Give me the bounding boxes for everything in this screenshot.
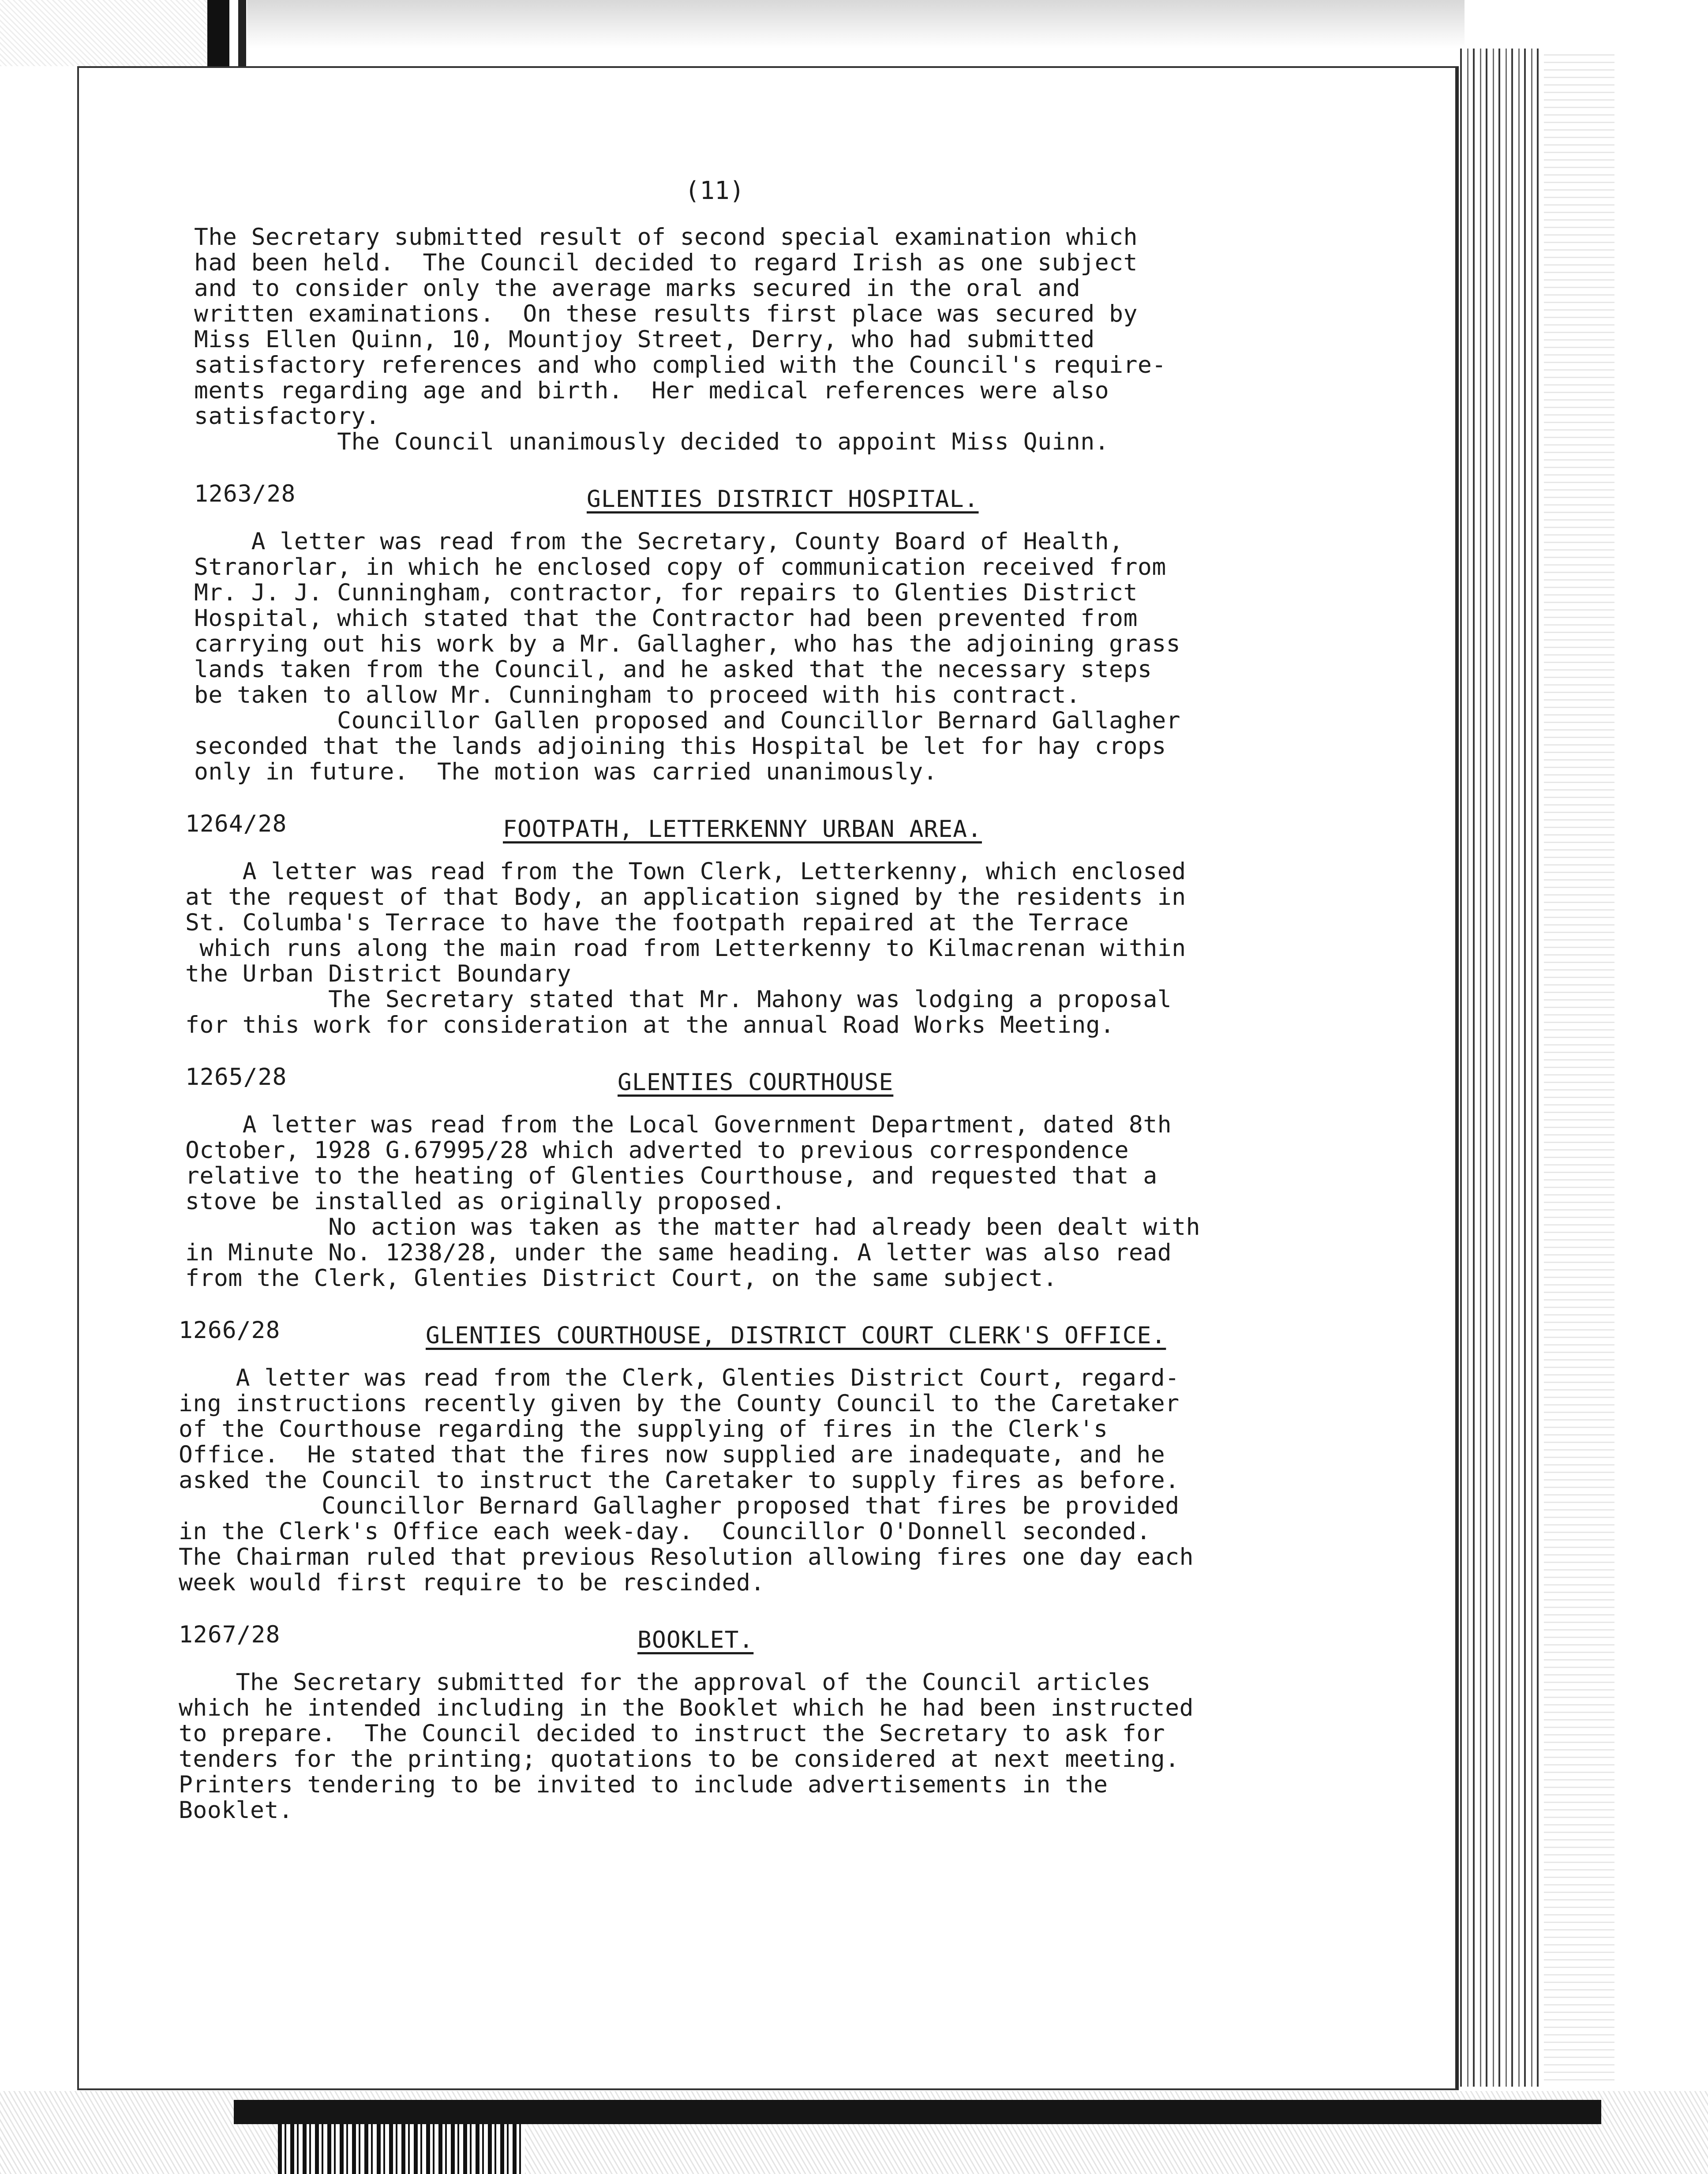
minute-resolution: The Secretary stated that Mr. Mahony was lodging a proposal for this work for consideration at the annual Road Works Meeting. xyxy=(185,986,1172,1038)
minute-1264 xyxy=(185,810,1385,1038)
minute-1265 xyxy=(185,1064,1385,1291)
opening-resolution: The Council unanimously decided to appoint Miss Quinn. xyxy=(194,428,1109,455)
minute-resolution: Councillor Gallen proposed and Councillor Bernard Gallagher seconded that the lands adjoining this Hospital be let for hay crops only in future. The motion was carried unanimously. xyxy=(194,707,1181,785)
minute-title: GLENTIES DISTRICT HOSPITAL. xyxy=(587,486,979,513)
page-stack-noise xyxy=(1544,49,1614,2087)
top-page-shadow xyxy=(247,0,1465,49)
page-number: (11) xyxy=(685,176,745,205)
minute-number: 1264/28 xyxy=(185,810,287,837)
minute-number: 1263/28 xyxy=(194,480,296,507)
binding-stripes xyxy=(278,2124,525,2174)
page-stack-edges xyxy=(1456,49,1544,2087)
minute-heading xyxy=(179,1317,1385,1365)
minute-1266 xyxy=(179,1317,1385,1596)
bottom-binding-shadow xyxy=(234,2100,1601,2124)
minute-body: A letter was read from the Town Clerk, Letterkenny, which enclosed at the request of that Body, an application signed by the residents in St. Columba's Terrace to have the footpath repaired at the Terrace which runs along the main road from Letterkenny to Kilmacrenan within the Urban District Boundary xyxy=(185,858,1186,987)
minute-title: GLENTIES COURTHOUSE xyxy=(618,1069,894,1096)
minute-body: A letter was read from the Local Government Department, dated 8th October, 1928 G.67995/28 which adverted to previous correspondence relative to the heating of Glenties Courthouse, and requested that a stove be installed as originally proposed. xyxy=(185,1111,1172,1215)
minute-heading xyxy=(185,810,1385,859)
minute-title: FOOTPATH, LETTERKENNY URBAN AREA. xyxy=(503,816,982,843)
minute-heading xyxy=(185,1064,1385,1112)
minute-body: A letter was read from the Secretary, County Board of Health, Stranorlar, in which he enclosed copy of communication received from Mr. J. J. Cunningham, contractor, for repairs to Glenties District Hospital, which stated that the Contractor had been prevented from carrying out his work by a Mr. Gallagher, who has the adjoining grass lands taken from the Council, and he asked that the necessary steps be taken to allow Mr. Cunningham to proceed with his contract. xyxy=(194,528,1181,708)
minute-heading xyxy=(194,480,1385,529)
binding-shadow xyxy=(207,0,229,66)
minute-number: 1265/28 xyxy=(185,1064,287,1091)
minute-number: 1266/28 xyxy=(179,1317,281,1344)
minute-1263 xyxy=(194,480,1385,785)
minute-title: BOOKLET. xyxy=(637,1627,754,1653)
binding-shadow-secondary xyxy=(238,0,246,66)
minute-resolution: Councillor Bernard Gallagher proposed that fires be provided in the Clerk's Office each week-day. Councillor O'Donnell seconded. The Chairman ruled that previous Resolution allowing fires one day each week would first require to be rescinded. xyxy=(179,1492,1194,1596)
minute-body: A letter was read from the Clerk, Glenties District Court, regard- ing instructions recently given by the County Council to the Caretaker of the Courthouse regarding the supplying of fires in the Clerk's Office. He stated that the fires now supplied are inadequate, and he asked the Council to instruct the Caretaker to supply fires as before. xyxy=(179,1364,1180,1494)
minute-resolution: No action was taken as the matter had already been dealt with in Minute No. 1238/28, under the same heading. A letter was also read from the Clerk, Glenties District Court, on the same subject. xyxy=(185,1214,1201,1292)
opening-paragraph: The Secretary submitted result of second special examination which had been held. The Council decided to regard Irish as one subject and to consider only the average marks secured in the oral and written examinations. On these results first place was secured by Miss Ellen Quinn, 10, Mountjoy Street, Derry, who had submitted satisfactory references and who complied with the Council's require- ments regarding age and birth. Her medical references were also satisfactory. xyxy=(194,224,1166,430)
minute-heading xyxy=(179,1621,1385,1670)
scan-noise-top-left xyxy=(0,0,207,66)
minute-number: 1267/28 xyxy=(179,1621,281,1648)
minute-title: GLENTIES COURTHOUSE, DISTRICT COURT CLERK'S OFFICE. xyxy=(426,1322,1166,1349)
document-content xyxy=(179,176,1385,1824)
minute-1267 xyxy=(179,1621,1385,1823)
minute-body: The Secretary submitted for the approval of the Council articles which he intended including in the Booklet which he had been instructed to prepare. The Council decided to instruct the Secretary to ask for tenders for the printing; quotations to be considered at next meeting. Printers tendering to be invited to include advertisements in the Booklet. xyxy=(179,1669,1194,1824)
